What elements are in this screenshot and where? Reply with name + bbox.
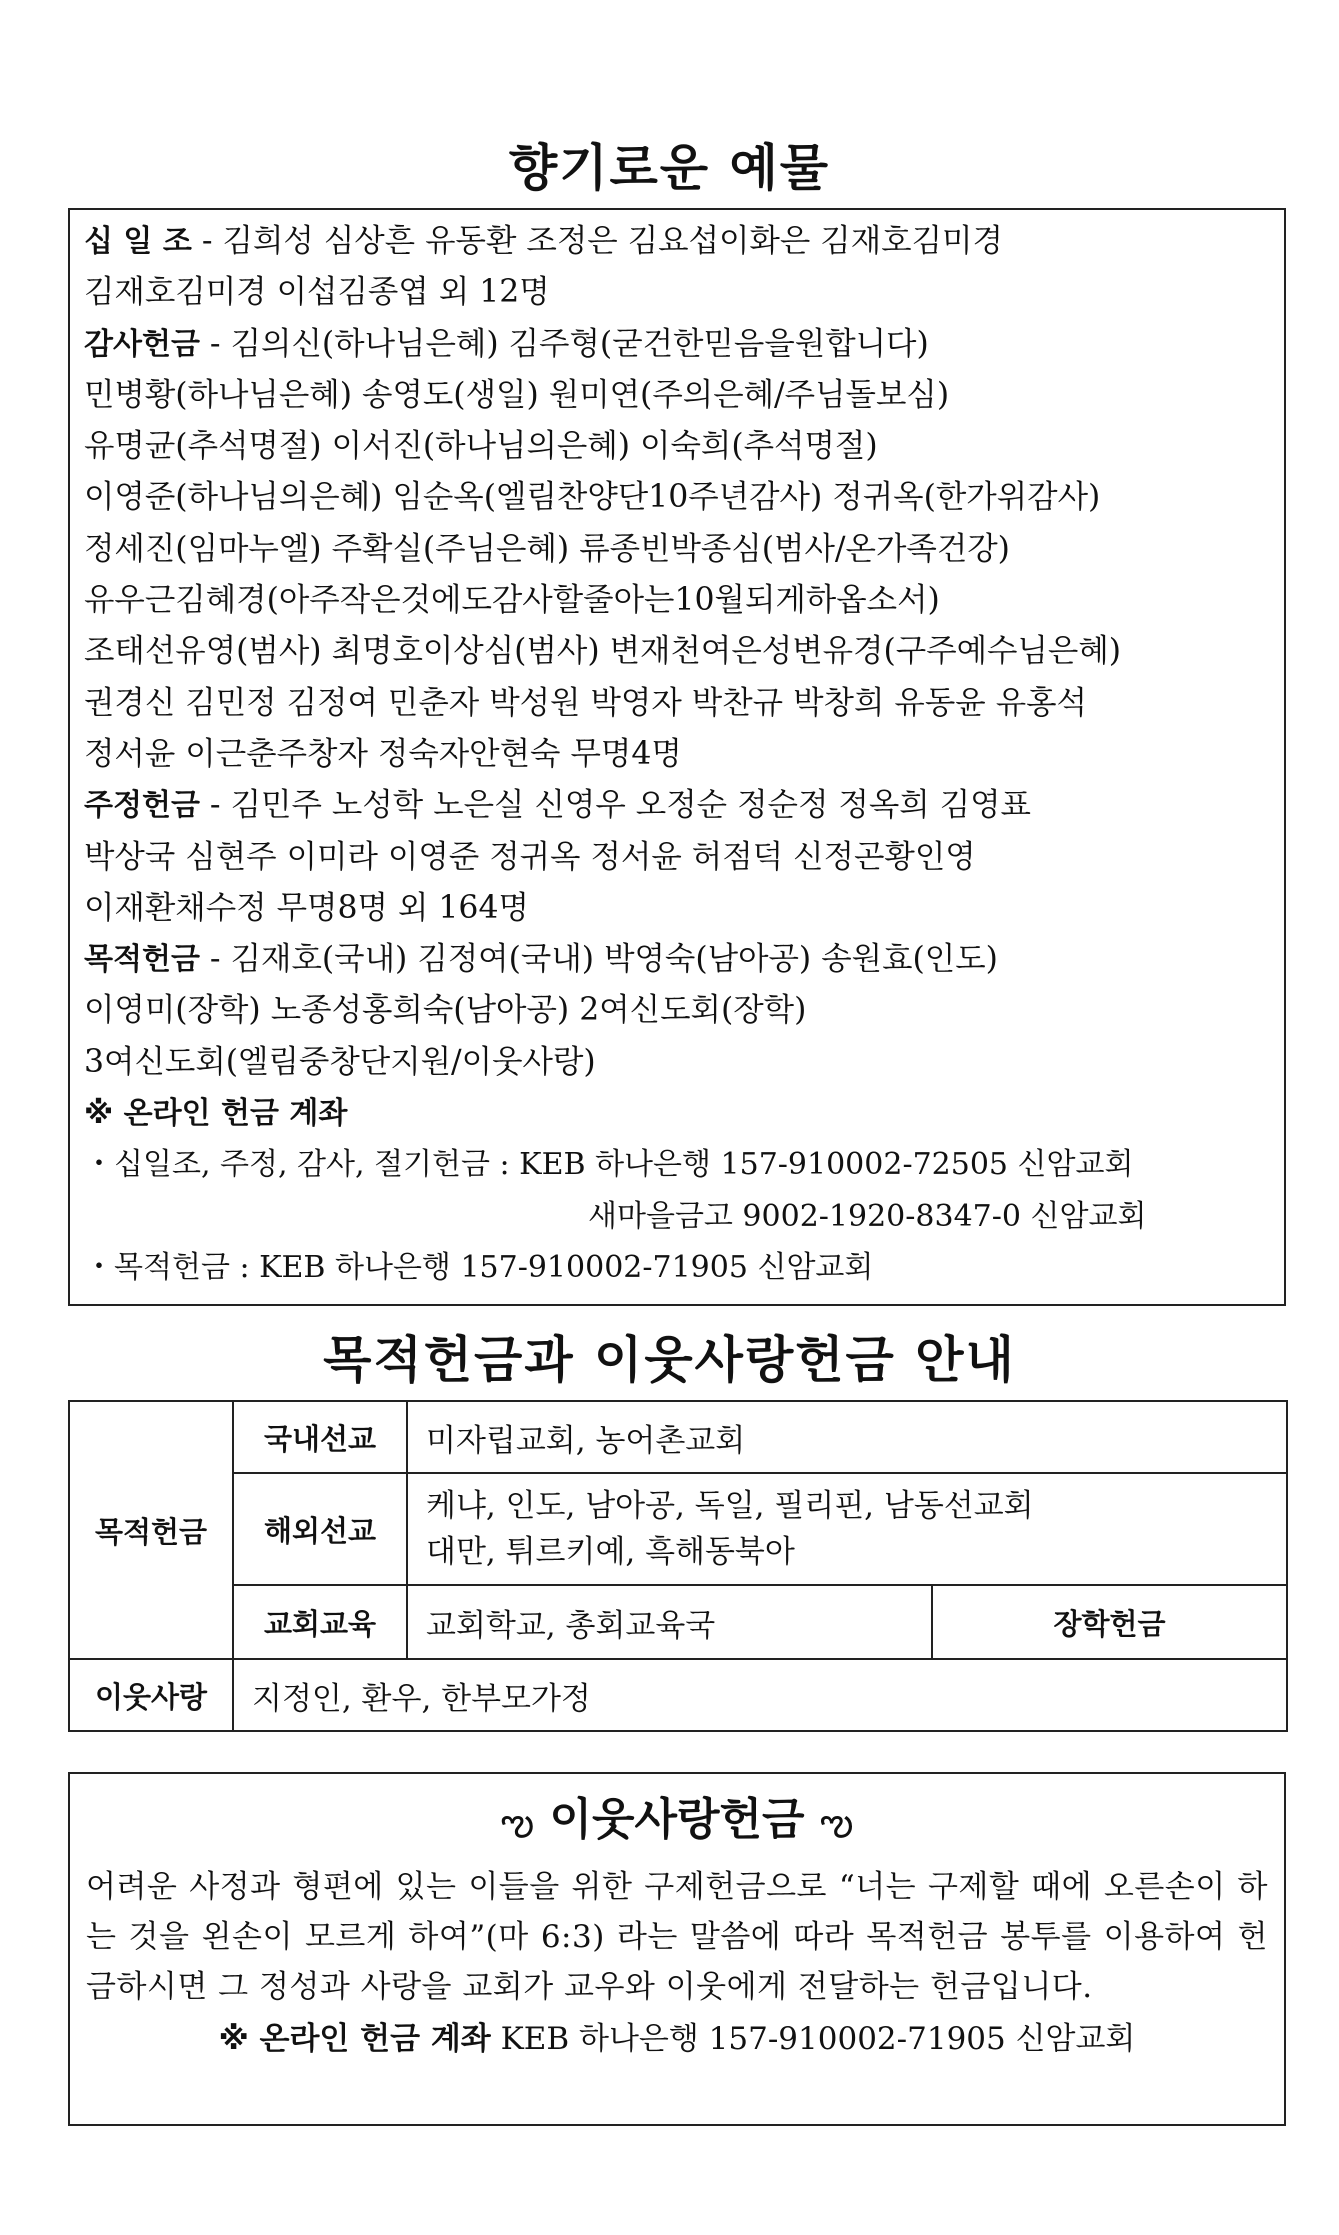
thanks-line (84, 319, 1270, 370)
purpose-names: - 김재호(국내) 김정여(국내) 박영숙(남아공) 송원효(인도) (199, 941, 998, 978)
account-saemaeul: 새마을금고 9002-1920-8347-0 신암교회 (588, 1198, 1147, 1234)
neighbor-love-description: 어려운 사정과 형편에 있는 이들을 위한 구제헌금으로 “너는 구제할 때에 오른손이 하는 것을 왼손이 모르게 하여”(마 6:3) 라는 말씀에 따라 목적헌금 봉투를 이용하여 헌금하시면 그 정성과 사랑을 교회가 교우와 이웃에게 전달하는 헌금입니다. (86, 1869, 1268, 2005)
flourish-right-icon: ఌ (819, 1800, 854, 1844)
weekly-label: 주정헌금 (84, 788, 200, 824)
tithe-label: 십 일 조 (84, 224, 192, 259)
neighbor-love-title-row (86, 1788, 1268, 1852)
purpose-label: 목적헌금 (84, 942, 200, 978)
thanks-names-cont: 정세진(임마누엘) 주확실(주님은혜) 류종빈박종심(범사/온가족건강) (84, 530, 1010, 567)
table-row (69, 1401, 1287, 1473)
domestic-mission-value: 미자립교회, 농어촌교회 (407, 1401, 1287, 1473)
thanks-names-cont: 유명균(추석명절) 이서진(하나님의은혜) 이숙희(추석명절) (84, 428, 878, 465)
table-row (69, 1659, 1287, 1731)
table-row (69, 1585, 1287, 1659)
account-value: KEB 하나은행 157-910002-71905 신암교회 (490, 2021, 1136, 2057)
offering-list-box (68, 208, 1286, 1306)
online-account-label: ※ 온라인 헌금 계좌 (84, 1096, 348, 1132)
neighbor-love-box (68, 1772, 1286, 2126)
offering-guide-table (68, 1400, 1288, 1732)
thanks-names-cont: 권경신 김민정 김정여 민춘자 박성원 박영자 박찬규 박창희 유동윤 유홍석 (84, 684, 1087, 721)
church-education-label: 교회교육 (233, 1585, 407, 1659)
church-education-value: 교회학교, 총회교육국 (407, 1585, 932, 1659)
weekly-names-cont: 박상국 심현주 이미라 이영준 정귀옥 정서윤 허점덕 신정곤황인영 (84, 838, 976, 875)
thanks-names-cont: 유우근김혜경(아주작은것에도감사할줄아는10월되게하옵소서) (84, 582, 940, 619)
overseas-mission-value (407, 1473, 1287, 1585)
overseas-mission-label: 해외선교 (233, 1473, 407, 1585)
thanks-names-cont: 민병황(하나님은혜) 송영도(생일) 원미연(주의은혜/주님돌보심) (84, 376, 950, 413)
neighbor-love-value: 지정인, 환우, 한부모가정 (233, 1659, 1287, 1731)
thanks-names-cont: 이영준(하나님의은혜) 임순옥(엘림찬양단10주년감사) 정귀옥(한가위감사) (84, 479, 1101, 516)
offering-title: 향기로운 예물 (508, 139, 831, 197)
purpose-names-cont: 이영미(장학) 노종성홍희숙(남아공) 2여신도회(장학) (84, 992, 807, 1029)
online-account-label: ※ 온라인 헌금 계좌 (218, 2021, 491, 2057)
thanks-names-cont: 정서윤 이근춘주창자 정숙자안현숙 무명4명 (84, 735, 682, 772)
tithe-line (84, 216, 1270, 267)
neighbor-love-header: 이웃사랑 (69, 1659, 233, 1731)
flourish-left-icon: ఌ (500, 1800, 535, 1844)
purpose-names-cont: 3여신도회(엘림중창단지원/이웃사랑) (84, 1043, 596, 1080)
weekly-names-cont: 이재환채수정 무명8명 외 164명 (84, 889, 529, 926)
thanks-label: 감사헌금 (84, 326, 200, 362)
thanks-names-cont: 조태선유영(범사) 최명호이상심(범사) 변재천여은성변유경(구주예수님은혜) (84, 633, 1122, 670)
tithe-names: - 김희성 심상흔 유동환 조정은 김요섭이화은 김재호김미경 (191, 223, 1003, 259)
thanks-names: - 김의신(하나님은혜) 김주형(굳건한믿음을원합니다) (199, 325, 929, 362)
tithe-names-cont: 김재호김미경 이섭김종엽 외 12명 (84, 274, 550, 311)
online-account-heading (84, 1088, 1270, 1139)
scholarship-label: 장학헌금 (932, 1585, 1287, 1659)
account-tithe: ・십일조, 주정, 감사, 절기헌금 : KEB 하나은행 157-910002-72505 신암교회 (84, 1147, 1134, 1183)
weekly-names: - 김민주 노성학 노은실 신영우 오정순 정순정 정옥희 김영표 (199, 787, 1031, 824)
weekly-line (84, 780, 1270, 831)
purpose-offering-header: 목적헌금 (69, 1401, 233, 1659)
overseas-line: 대만, 튀르키예, 흑해동북아 (426, 1534, 795, 1570)
guide-title: 목적헌금과 이웃사랑헌금 안내 (323, 1331, 1016, 1389)
overseas-line: 케냐, 인도, 남아공, 독일, 필리핀, 남동선교회 (426, 1488, 1034, 1524)
account-purpose: ・목적헌금 : KEB 하나은행 157-910002-71905 신암교회 (84, 1249, 874, 1285)
neighbor-love-title: 이웃사랑헌금 (549, 1794, 805, 1845)
neighbor-love-account (86, 2014, 1268, 2064)
table-row (69, 1473, 1287, 1585)
purpose-line (84, 934, 1270, 985)
domestic-mission-label: 국내선교 (233, 1401, 407, 1473)
